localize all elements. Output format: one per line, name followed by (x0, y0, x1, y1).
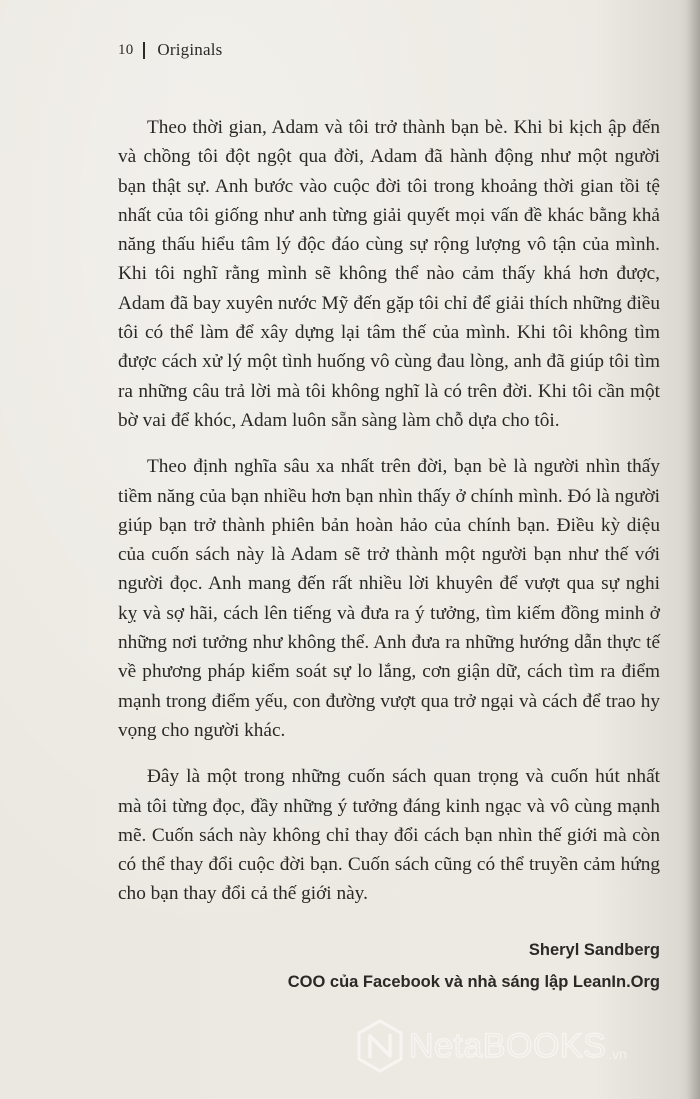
page-edge-shadow (686, 0, 700, 1099)
netabooks-logo-icon (355, 1018, 405, 1074)
body-text (118, 113, 660, 909)
header-separator (143, 42, 145, 59)
book-title: Originals (157, 40, 223, 59)
watermark-text: NetaBOOKS (409, 1026, 607, 1065)
watermark-suffix: .vn (608, 1046, 627, 1062)
signature-block (288, 937, 660, 995)
paragraph-3: Đây là một trong những cuốn sách quan trọng và cuốn hút nhất mà tôi từng đọc, đầy những ý tưởng đáng kinh ngạc và vô cùng mạnh mẽ. Cuốn sách này không chỉ thay đổi cách bạn nhìn thế giới mà còn có thể thay đổi cuộc đời bạn. Cuốn sách cũng có thể truyền cảm hứng cho bạn thay đổi cả thế giới này. (118, 766, 660, 905)
author-name: Sheryl Sandberg (528, 941, 660, 959)
watermark (355, 1016, 685, 1076)
paragraph-2: Theo định nghĩa sâu xa nhất trên đời, bạn bè là người nhìn thấy tiềm năng của bạn nhiều hơn bạn nhìn thấy ở chính mình. Đó là người giúp bạn trở thành phiên bản hoàn hảo của chính bạn. Điều kỳ diệu của cuốn sách này là Adam sẽ trở thành một người bạn như thế với người đọc. Anh mang đến rất nhiều lời khuyên để vượt qua sự nghi kỵ và sợ hãi, cách lên tiếng và đưa ra ý tưởng, tìm kiếm đồng minh ở những nơi tưởng như không thể. Anh đưa ra những hướng dẫn thực tế về phương pháp kiểm soát sự lo lắng, cơn giận dữ, cách tìm ra điểm mạnh trong điểm yếu, con đường vượt qua trở ngại và cách để trao hy vọng cho người khác. (118, 456, 660, 741)
paragraph-1: Theo thời gian, Adam và tôi trở thành bạn bè. Khi bi kịch ập đến và chồng tôi đột ngột qua đời, Adam đã hành động như một người bạn thật sự. Anh bước vào cuộc đời tôi trong khoảng thời gian tồi tệ nhất của tôi giống như anh từng giải quyết mọi vấn đề khác bằng khả năng thấu hiểu tâm lý độc đáo cùng sự rộng lượng vô tận của mình. Khi tôi nghĩ rằng mình sẽ không thể nào cảm thấy khá hơn được, Adam đã bay xuyên nước Mỹ đến gặp tôi chỉ để giải thích những điều tôi có thể làm để xây dựng lại tâm thế của mình. Khi tôi không tìm được cách xử lý một tình huống vô cùng đau lòng, anh đã giúp tôi tìm ra những câu trả lời mà tôi không nghĩ là có trên đời. Khi tôi cần một bờ vai để khóc, Adam luôn sẵn sàng làm chỗ dựa cho tôi. (118, 117, 660, 431)
running-head (118, 40, 222, 60)
author-role: COO của Facebook và nhà sáng lập LeanIn.Org (287, 973, 660, 991)
page-number: 10 (118, 41, 134, 58)
